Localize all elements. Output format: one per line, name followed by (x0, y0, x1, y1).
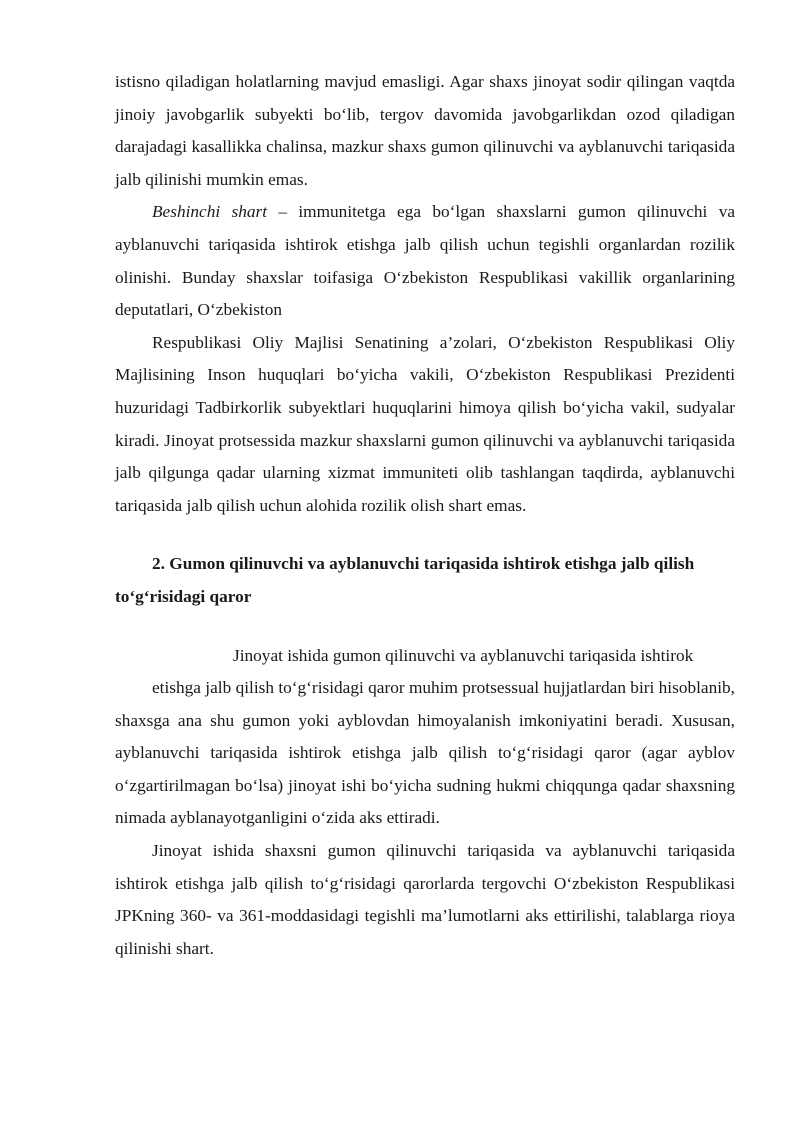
paragraph-2 (115, 196, 735, 326)
paragraph-1: istisno qiladigan holatlarning mavjud emasligi. Agar shaxs jinoyat sodir qilingan vaqtda jinoiy javobgarlik subyekti bo‘lib, tergov davomida javobgarlikdan ozod qiladigan darajadagi kasallikka chalinsa, mazkur shaxs gumon qilinuvchi va ayblanuvchi tariqasida jalb qilinishi mumkin emas. (115, 72, 735, 189)
paragraph-5: etishga jalb qilish to‘g‘risidagi qaror muhim protsessual hujjatlardan biri hisoblanib, shaxsga ana shu gumon yoki ayblovdan himoyalanish imkoniyatini beradi. Xususan, ayblanuvchi tariqasida ishtirok etishga jalb qilish to‘g‘risidagi qaror (agar ayblov o‘zgartirilmagan bo‘lsa) jinoyat ishi bo‘yicha sudning hukmi chiqqunga qadar shaxsning nimada ayblanayotganligini o‘zida aks ettiradi. (115, 678, 735, 828)
paragraph-3: Respublikasi Oliy Majlisi Senatining a’zolari, O‘zbekiston Respublikasi Oliy Majlisining Inson huquqlari bo‘yicha vakili, O‘zbekiston Respublikasi Prezidenti huzuridagi Tadbirkorlik subyektlari huquqlarini himoya qilish bo‘yicha vakil, sudyalar kiradi. Jinoyat protsessida mazkur shaxslarni gumon qilinuvchi va ayblanuvchi tariqasida jalb qilgunga qadar ularning xizmat immuniteti olib tashlangan taqdirda, ayblanuvchi tariqasida jalb qilish uchun alohida rozilik olish shart emas. (115, 332, 735, 515)
paragraph-2-italic-lead: Beshinchi shart (152, 202, 268, 222)
section-heading: 2. Gumon qilinuvchi va ayblanuvchi tariqasida ishtirok etishga jalb qilish to‘g‘risidagi qaror (115, 554, 695, 606)
document-body (115, 66, 735, 965)
paragraph-2-text: – immunitetga ega bo‘lgan shaxslarni gumon qilinuvchi va ayblanuvchi tariqasida ishtirok etishga jalb qilish uchun tegishli organlardan rozilik olinishi. Bunday shaxslar toifasiga O‘zbekiston Respublikasi vakillik organlarining deputatlari, O‘zbekiston (115, 202, 736, 320)
paragraph-6: Jinoyat ishida shaxsni gumon qilinuvchi tariqasida va ayblanuvchi tariqasida ishtirok etishga jalb qilish to‘g‘risidagi qarorlarda tergovchi O‘zbekiston Respublikasi JPKning 360- va 361-moddasidagi tegishli ma’lumotlarni aks ettirilishi, talablarga rioya qilinishi shart. (115, 841, 735, 958)
paragraph-4-first-line: Jinoyat ishida gumon qilinuvchi va ayblanuvchi tariqasida ishtirok (233, 645, 694, 665)
